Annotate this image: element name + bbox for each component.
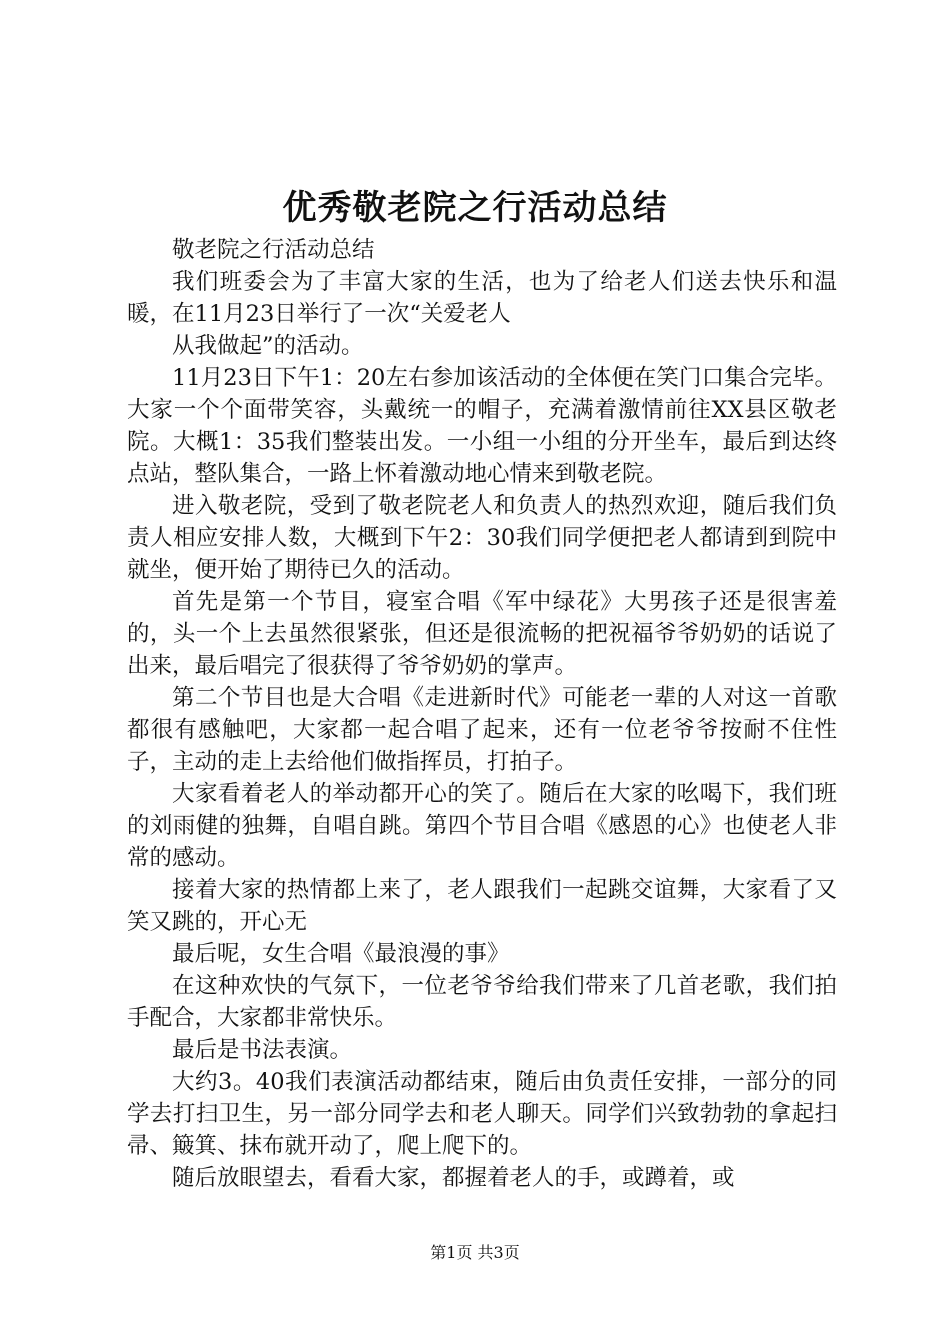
document-body [127,234,837,1194]
page-footer: 第1页 共3页 [430,1243,520,1262]
paragraph: 在这种欢快的气氛下，一位老爷爷给我们带来了几首老歌，我们拍手配合，大家都非常快乐。 [127,973,837,1031]
paragraph: 最后呢，女生合唱《最浪漫的事》 [172,941,510,967]
paragraph: 大约3。40我们表演活动都结束，随后由负责任安排，一部分的同学去打扫卫生，另一部分同学去和老人聊天。同学们兴致勃勃的拿起扫帚、簸箕、抹布就开动了，爬上爬下的。 [127,1069,837,1159]
paragraph: 从我做起”的活动。 [172,333,364,359]
paragraph: 11月23日下午1：20左右参加该活动的全体便在笑门口集合完毕。大家一个个面带笑容，头戴统一的帽子，充满着激情前往XX县区敬老院。大概1：35我们整装出发。一小组一小组的分开坐车，最后到达终点站，整队集合，一路上怀着激动地心情来到敬老院。 [127,365,837,487]
paragraph: 首先是第一个节目，寝室合唱《军中绿花》大男孩子还是很害羞的，头一个上去虽然很紧张，但还是很流畅的把祝福爷爷奶奶的话说了出来，最后唱完了很获得了爷爷奶奶的掌声。 [127,589,837,679]
paragraph: 我们班委会为了丰富大家的生活，也为了给老人们送去快乐和温暖，在11月23日举行了一次“关爱老人 [127,269,837,327]
paragraph: 接着大家的热情都上来了，老人跟我们一起跳交谊舞，大家看了又笑又跳的，开心无 [127,877,837,935]
document-title: 优秀敬老院之行活动总结 [282,188,668,228]
paragraph: 最后是书法表演。 [172,1037,353,1063]
paragraph: 第二个节目也是大合唱《走进新时代》可能老一辈的人对这一首歌都很有感触吧，大家都一起合唱了起来，还有一位老爷爷按耐不住性子，主动的走上去给他们做指挥员，打拍子。 [127,685,837,775]
paragraph: 进入敬老院，受到了敬老院老人和负责人的热烈欢迎，随后我们负责人相应安排人数，大概到下午2：30我们同学便把老人都请到到院中就坐，便开始了期待已久的活动。 [127,493,837,583]
paragraph: 敬老院之行活动总结 [172,237,375,263]
paragraph: 随后放眼望去，看看大家，都握着老人的手，或蹲着，或 [172,1165,735,1191]
paragraph: 大家看着老人的举动都开心的笑了。随后在大家的吆喝下，我们班的刘雨健的独舞，自唱自跳。第四个节目合唱《感恩的心》也使老人非常的感动。 [127,781,837,871]
